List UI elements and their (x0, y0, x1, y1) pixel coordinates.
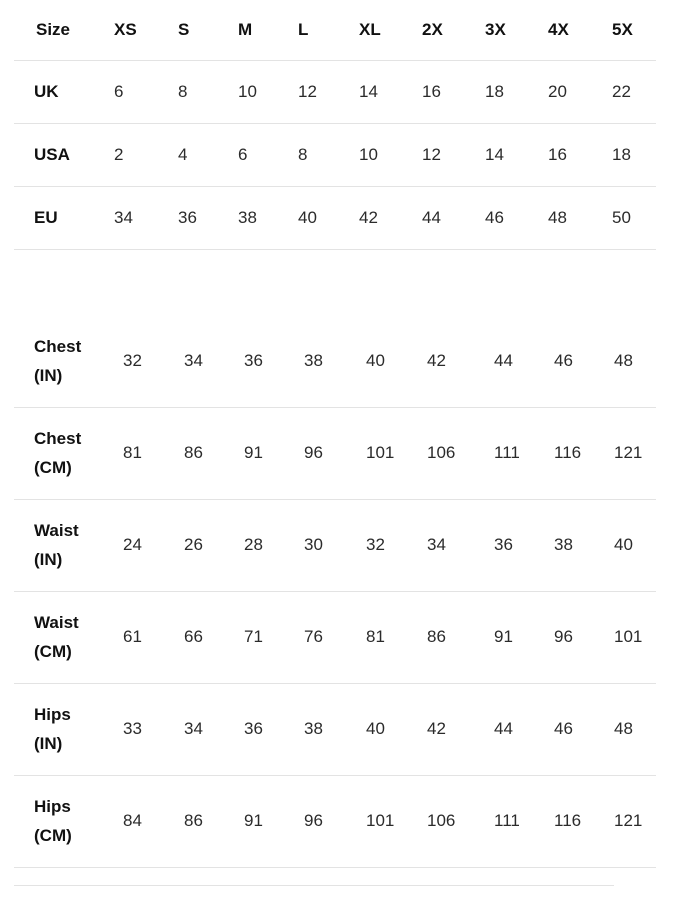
table-cell: 84 (123, 811, 142, 830)
table-cell: 36 (494, 535, 513, 554)
table-cell: 8 (298, 144, 308, 164)
table-cell: 34 (427, 535, 446, 554)
table-cell: 16 (548, 144, 567, 164)
table-cell: 2 (114, 144, 124, 164)
table-cell: 32 (366, 535, 385, 554)
table-cell: 6 (238, 144, 248, 164)
table-cell: 81 (123, 443, 142, 462)
table-cell: 38 (304, 719, 323, 738)
table-cell: 24 (123, 535, 142, 554)
table-cell: 66 (184, 627, 203, 646)
waist-cm-row (14, 591, 656, 683)
table-cell: 28 (244, 535, 263, 554)
table-cell: 111 (494, 443, 520, 462)
table-cell: 20 (548, 81, 567, 101)
row-label-line1: Hips (34, 797, 71, 816)
size-m: M (238, 19, 253, 39)
table-cell: 46 (554, 351, 573, 371)
table-cell: 10 (359, 144, 378, 164)
measurements-table (14, 316, 656, 868)
table-cell: 86 (427, 627, 446, 646)
table-cell: 18 (485, 81, 504, 101)
table-cell: 22 (612, 81, 631, 101)
row-label (14, 499, 123, 591)
table-cell: 36 (178, 207, 197, 227)
size-xl: XL (359, 19, 381, 39)
size-3x: 3X (485, 19, 506, 39)
usa-row (14, 123, 656, 186)
row-label: EU (34, 207, 58, 227)
hips-cm-row (14, 775, 656, 867)
table-cell: 111 (494, 811, 520, 830)
table-cell: 38 (554, 535, 573, 554)
table-cell: 106 (427, 811, 456, 830)
table-cell: 101 (614, 627, 643, 646)
table-cell: 96 (554, 627, 573, 646)
table-cell: 42 (359, 207, 378, 227)
uk-row (14, 60, 656, 123)
table-cell: 8 (178, 81, 188, 101)
row-label-line2: (CM) (34, 642, 72, 661)
size-conversion-table (14, 0, 656, 250)
table-cell: 48 (614, 351, 633, 371)
size-2x: 2X (422, 19, 443, 39)
table-cell: 48 (614, 719, 633, 738)
table-cell: 40 (614, 535, 633, 554)
row-label-line1: Waist (34, 613, 79, 632)
eu-row (14, 186, 656, 249)
table-cell: 36 (244, 719, 263, 738)
table-cell: 46 (485, 207, 504, 227)
row-label-line2: (IN) (34, 734, 63, 753)
size-header-row (14, 0, 656, 60)
table-cell: 61 (123, 627, 142, 646)
table-cell: 33 (123, 719, 142, 738)
table-cell: 26 (184, 535, 203, 554)
table-cell: 76 (304, 627, 323, 646)
table-cell: 116 (554, 811, 582, 830)
table-cell: 40 (366, 719, 385, 738)
hips-in-row (14, 683, 656, 775)
row-label-line1: Chest (34, 429, 82, 448)
table-cell: 116 (554, 443, 582, 462)
row-label-line1: Waist (34, 521, 79, 540)
chest-cm-row (14, 407, 656, 499)
chest-in-row (14, 316, 656, 407)
row-label-line2: (CM) (34, 458, 72, 477)
table-cell: 44 (494, 351, 513, 371)
size-5x: 5X (612, 19, 633, 39)
table-cell: 44 (494, 719, 513, 738)
table-cell: 34 (184, 351, 203, 371)
waist-in-row (14, 499, 656, 591)
table-cell: 101 (366, 811, 395, 830)
table-cell: 86 (184, 811, 203, 830)
row-label (14, 591, 123, 683)
table-cell: 40 (298, 207, 317, 227)
row-label (14, 407, 123, 499)
table-cell: 14 (485, 144, 504, 164)
table-cell: 10 (238, 81, 257, 101)
row-label (14, 683, 123, 775)
table-cell: 46 (554, 719, 573, 738)
size-l: L (298, 19, 309, 39)
row-label (14, 775, 123, 867)
table-cell: 42 (427, 351, 446, 371)
table-cell: 32 (123, 351, 142, 371)
table-cell: 71 (244, 627, 263, 646)
table-cell: 81 (366, 627, 385, 646)
table-cell: 91 (244, 811, 263, 830)
table-cell: 121 (614, 443, 643, 462)
table-cell: 12 (422, 144, 441, 164)
size-s: S (178, 19, 190, 39)
table-cell: 91 (494, 627, 513, 646)
row-label (14, 316, 123, 407)
table-cell: 86 (184, 443, 203, 462)
row-label: USA (34, 144, 70, 164)
table-cell: 38 (304, 351, 323, 371)
table-cell: 36 (244, 351, 263, 371)
row-label-line2: (CM) (34, 826, 72, 845)
table-cell: 40 (366, 351, 385, 371)
size-xs: XS (114, 19, 137, 39)
table-cell: 14 (359, 81, 378, 101)
table-cell: 34 (114, 207, 133, 227)
table-cell: 121 (614, 811, 643, 830)
row-label-line2: (IN) (34, 366, 63, 386)
table-cell: 106 (427, 443, 456, 462)
table-cell: 96 (304, 443, 323, 462)
bottom-divider (14, 885, 614, 886)
table-cell: 91 (244, 443, 263, 462)
table-cell: 4 (178, 144, 188, 164)
size-header-label: Size (36, 19, 71, 39)
table-cell: 50 (612, 207, 631, 227)
table-cell: 96 (304, 811, 323, 830)
row-label-line2: (IN) (34, 550, 63, 569)
row-label-line1: Hips (34, 705, 71, 724)
row-label-line1: Chest (34, 337, 82, 357)
table-cell: 16 (422, 81, 441, 101)
table-cell: 42 (427, 719, 446, 738)
row-label: UK (34, 81, 59, 101)
table-cell: 18 (612, 144, 631, 164)
table-cell: 48 (548, 207, 567, 227)
table-cell: 101 (366, 443, 395, 462)
size-4x: 4X (548, 19, 569, 39)
table-cell: 38 (238, 207, 257, 227)
table-cell: 12 (298, 81, 317, 101)
table-cell: 30 (304, 535, 323, 554)
table-cell: 6 (114, 81, 124, 101)
table-cell: 44 (422, 207, 441, 227)
table-cell: 34 (184, 719, 203, 738)
